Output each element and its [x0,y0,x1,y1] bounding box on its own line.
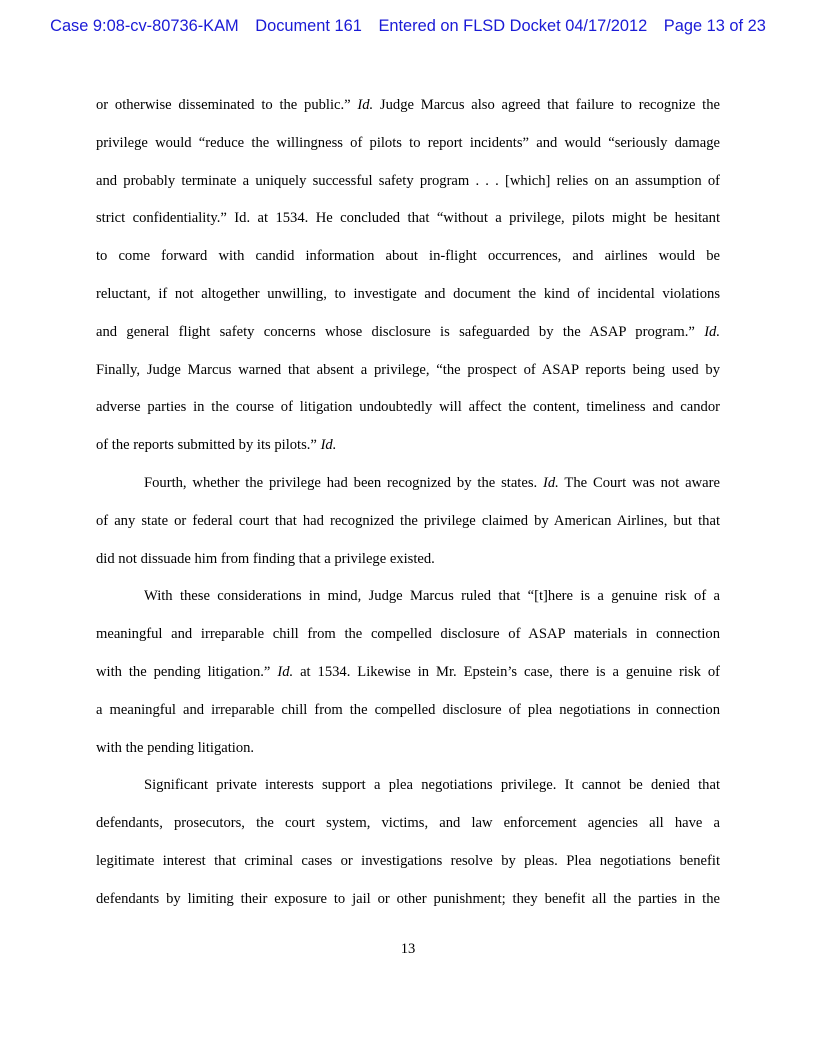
text-line: Finally, Judge Marcus warned that absent a privilege, “the prospect of ASAP reports being used by [96,361,720,378]
text-line: With these considerations in mind, Judge Marcus ruled that “[t]here is a genuine risk of a [144,588,720,605]
docket-entry: Entered on FLSD Docket 04/17/2012 [378,17,648,35]
text-line: reluctant, if not altogether unwilling, to investigate and document the kind of incidental violations [96,285,720,302]
text-line: or otherwise disseminated to the public.” Id. Judge Marcus also agreed that failure to recognize the [96,97,721,113]
case-number: Case 9:08-cv-80736-KAM [50,17,239,35]
paragraph-4 [96,767,720,918]
text-line: Significant private interests support a plea negotiations privilege. It cannot be denied that [144,777,720,794]
paragraph-3 [96,578,720,767]
text-line: a meaningful and irreparable chill from the compelled disclosure of plea negotiations in connection [96,701,720,718]
text-line: meaningful and irreparable chill from the compelled disclosure of ASAP materials in connection [96,626,720,643]
text-line: Fourth, whether the privilege had been recognized by the states. Id. The Court was not aware [144,474,720,491]
paragraph-1 [96,87,720,465]
text-line: to come forward with candid information about in-flight occurrences, and airlines would be [96,248,720,265]
text-line: and general flight safety concerns whose disclosure is safeguarded by the ASAP program.” Id. [96,323,720,340]
document-number: Document 161 [255,17,362,35]
text-line: of the reports submitted by its pilots.” Id. [96,437,337,454]
page-number: 13 [400,941,416,957]
paragraph-2 [96,465,720,578]
text-line: with the pending litigation.” Id. at 1534. Likewise in Mr. Epstein’s case, there is a genuine risk of [96,663,720,680]
text-line: with the pending litigation. [96,739,255,756]
text-line: strict confidentiality.” Id. at 1534. He concluded that “without a privilege, pilots might be hesitant [96,210,721,227]
page-of-total: Page 13 of 23 [663,17,766,35]
docket-header [0,17,816,36]
text-line: and probably terminate a uniquely successful safety program . . . [which] relies on an assumption of [96,172,720,189]
text-line: did not dissuade him from finding that a privilege existed. [96,550,435,567]
text-line: legitimate interest that criminal cases or investigations resolve by pleas. Plea negotiations benefit [96,852,720,869]
text-line: of any state or federal court that had recognized the privilege claimed by American Airlines, but that [96,512,720,529]
text-line: defendants by limiting their exposure to jail or other punishment; they benefit all the parties in the [96,890,720,907]
text-line: adverse parties in the course of litigation undoubtedly will affect the content, timeliness and candor [96,399,720,416]
document-body [96,87,720,919]
text-line: defendants, prosecutors, the court system, victims, and law enforcement agencies all have a [96,815,720,832]
text-line: privilege would “reduce the willingness of pilots to report incidents” and would “seriously damage [96,134,720,151]
